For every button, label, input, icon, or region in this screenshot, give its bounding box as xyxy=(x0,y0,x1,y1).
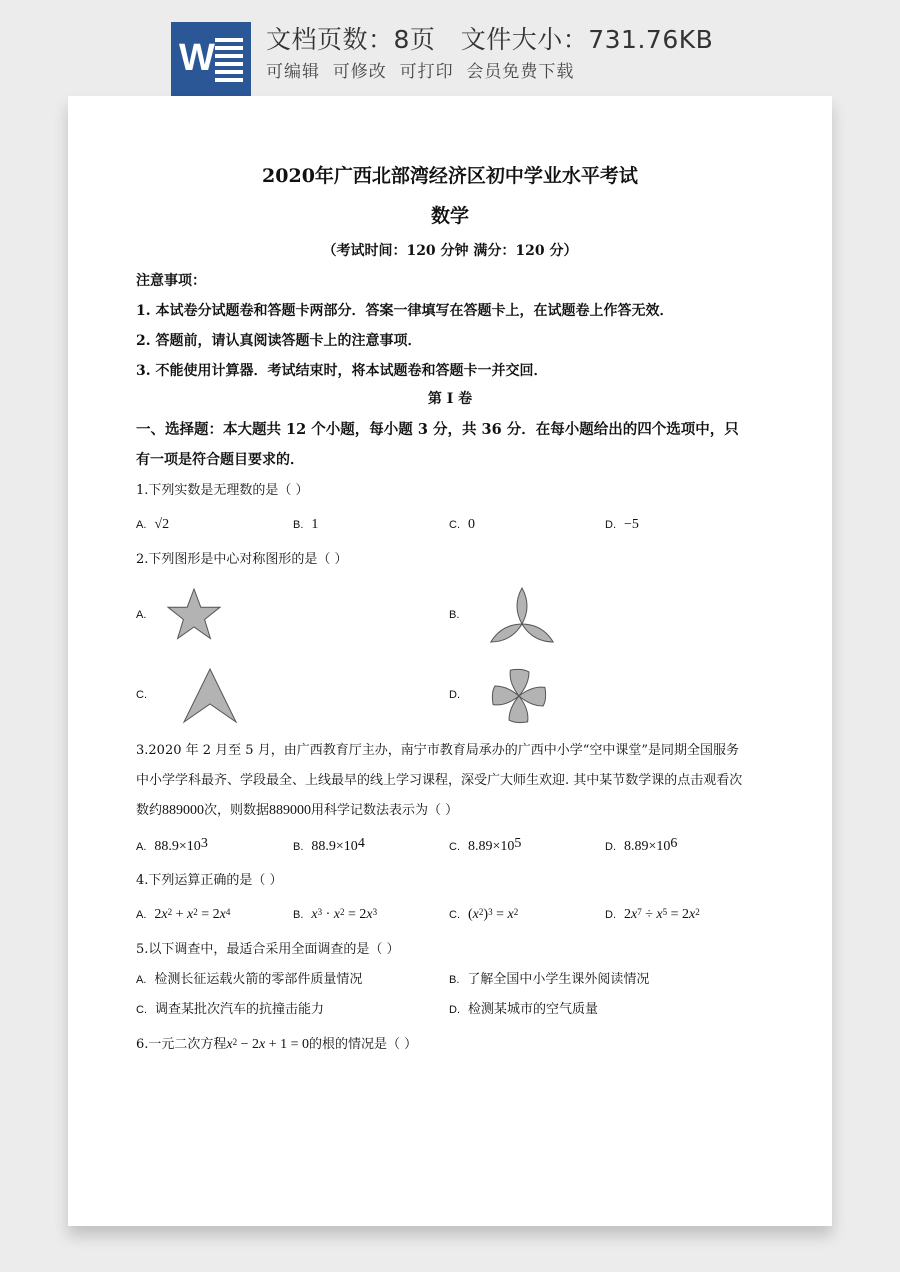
option-label: D. xyxy=(605,841,616,853)
option-label: B. xyxy=(293,519,304,531)
option-label: A. xyxy=(136,519,147,531)
option-exponent: 3 xyxy=(200,836,208,851)
option-base: 8.89×10 xyxy=(624,839,671,854)
subject-title: 数学 xyxy=(430,205,469,227)
question-3-option-c xyxy=(449,838,521,856)
option-label: A. xyxy=(136,909,147,921)
question-3-option-a xyxy=(136,838,208,856)
option-label: A. xyxy=(136,841,147,853)
exam-title: 2020年广西北部湾经济区初中学业水平考试 xyxy=(262,165,638,187)
star-shape-icon xyxy=(164,586,224,646)
option-exponent: 6 xyxy=(670,836,678,851)
arrowhead-shape-icon xyxy=(180,666,240,726)
option-label: D. xyxy=(605,909,616,921)
option-value: −5 xyxy=(624,517,639,532)
option-value: √2 xyxy=(154,517,170,532)
q3-text: 次，则数据 xyxy=(204,803,270,818)
option-label: C. xyxy=(136,689,147,701)
question-3-option-b xyxy=(293,838,365,856)
option-label: C. xyxy=(136,1004,147,1016)
question-1-option-c xyxy=(449,516,475,534)
notes-heading: 注意事项： xyxy=(136,273,206,289)
formula-a: $2x^2 + x^2 = 2x^4$ xyxy=(154,907,231,922)
question-6-stem xyxy=(136,1036,417,1054)
question-2-label-d xyxy=(449,686,468,704)
three-petal-shape-icon xyxy=(490,586,554,646)
question-4-option-c xyxy=(449,906,518,924)
q3-text: 用科学记数法表示为（ ） xyxy=(311,803,459,818)
option-label: A. xyxy=(136,609,147,621)
document-lines-icon xyxy=(215,38,243,86)
question-2-stem: 2.下列图形是中心对称图形的是（ ） xyxy=(136,552,348,567)
word-document-icon xyxy=(171,22,251,96)
question-4-option-b xyxy=(293,906,377,924)
question-5-option-a xyxy=(136,971,362,989)
word-letter: W xyxy=(179,37,215,79)
option-label: B. xyxy=(293,909,304,921)
section-intro-line2: 有一项是符合题目要求的． xyxy=(136,452,304,468)
question-1-option-a xyxy=(136,516,169,534)
question-1-option-b xyxy=(293,516,318,534)
option-base: 8.89×10 xyxy=(468,839,515,854)
option-label: B. xyxy=(293,841,304,853)
section-intro-line1: 一、选择题：本大题共 12 个小题，每小题 3 分，共 36 分．在每小题给出的四个选项中，只 xyxy=(136,421,739,438)
option-base: 88.9×10 xyxy=(154,839,201,854)
option-text: 了解全国中小学生课外阅读情况 xyxy=(467,972,650,987)
formula-b: $x^3 \cdot x^2 = 2x^3$ xyxy=(311,907,378,922)
question-5-option-d xyxy=(449,1001,598,1019)
question-4-option-a xyxy=(136,906,230,924)
option-label: C. xyxy=(449,841,460,853)
option-label: B. xyxy=(449,974,460,986)
option-exponent: 5 xyxy=(514,836,522,851)
question-2-label-b xyxy=(449,606,467,624)
question-1-option-d xyxy=(605,516,639,534)
note-2: 2. 答题前，请认真阅读答题卡上的注意事项． xyxy=(136,333,422,349)
option-label: D. xyxy=(449,1004,460,1016)
question-3-line2: 中小学学科最齐、学段最全、上线最早的线上学习课程，深受广大师生欢迎. 其中某节数学课的点击观看次 xyxy=(136,773,743,788)
question-4-option-d xyxy=(605,906,700,924)
option-exponent: 4 xyxy=(357,836,365,851)
volume-heading: 第 I 卷 xyxy=(427,391,473,407)
question-4-stem: 4.下列运算正确的是（ ） xyxy=(136,873,283,888)
question-2-label-a xyxy=(136,606,154,624)
exam-info: （考试时间：120 分钟 满分：120 分） xyxy=(322,243,578,259)
file-info-subtitle: 可编辑 可修改 可打印 会员免费下载 xyxy=(266,62,575,82)
question-5-stem: 5.以下调查中，最适合采用全面调查的是（ ） xyxy=(136,942,400,957)
question-3-line3 xyxy=(136,802,458,820)
option-text: 调查某批次汽车的抗撞击能力 xyxy=(155,1002,325,1017)
option-value: 0 xyxy=(468,517,475,532)
option-label: C. xyxy=(449,519,460,531)
option-base: 88.9×10 xyxy=(311,839,358,854)
q3-number: 889000 xyxy=(162,803,205,818)
question-5-option-b xyxy=(449,971,649,989)
formula-c: $(x^2)^3 = x^2$ xyxy=(468,907,519,922)
note-3: 3. 不能使用计算器．考试结束时，将本试题卷和答题卡一并交回． xyxy=(136,363,548,379)
option-label: B. xyxy=(449,609,460,621)
document-page xyxy=(68,96,832,1226)
option-label: A. xyxy=(136,974,147,986)
option-value: 1 xyxy=(311,517,319,532)
q3-number: 889000 xyxy=(269,803,312,818)
option-label: D. xyxy=(449,689,460,701)
four-petal-shape-icon xyxy=(488,666,550,726)
formula-d: $2x^7 \div x^5 = 2x^2$ xyxy=(624,907,700,922)
note-1: 1. 本试卷分试题卷和答题卡两部分．答案一律填写在答题卡上，在试题卷上作答无效． xyxy=(136,303,674,319)
q6-equation: $x^2 - 2x + 1 = 0$ xyxy=(226,1037,310,1052)
q6-text: 的根的情况是（ ） xyxy=(309,1037,418,1052)
option-label: C. xyxy=(449,909,460,921)
q6-text: 6.一元二次方程 xyxy=(136,1037,227,1052)
question-3-option-d xyxy=(605,838,677,856)
option-text: 检测长征运载火箭的零部件质量情况 xyxy=(154,972,363,987)
download-header xyxy=(0,0,900,96)
question-3-line1: 3.2020 年 2 月至 5 月，由广西教育厅主办，南宁市教育局承办的广西中小学“空中课堂”是同期全国服务 xyxy=(136,743,739,758)
q3-text: 数约 xyxy=(136,803,163,818)
file-info-title: 文档页数：8页 文件大小：731.76KB xyxy=(266,25,714,54)
question-1-stem: 1.下列实数是无理数的是（ ） xyxy=(136,483,309,498)
question-2-label-c xyxy=(136,686,155,704)
question-5-option-c xyxy=(136,1001,324,1019)
option-text: 检测某城市的空气质量 xyxy=(468,1002,599,1017)
option-label: D. xyxy=(605,519,616,531)
